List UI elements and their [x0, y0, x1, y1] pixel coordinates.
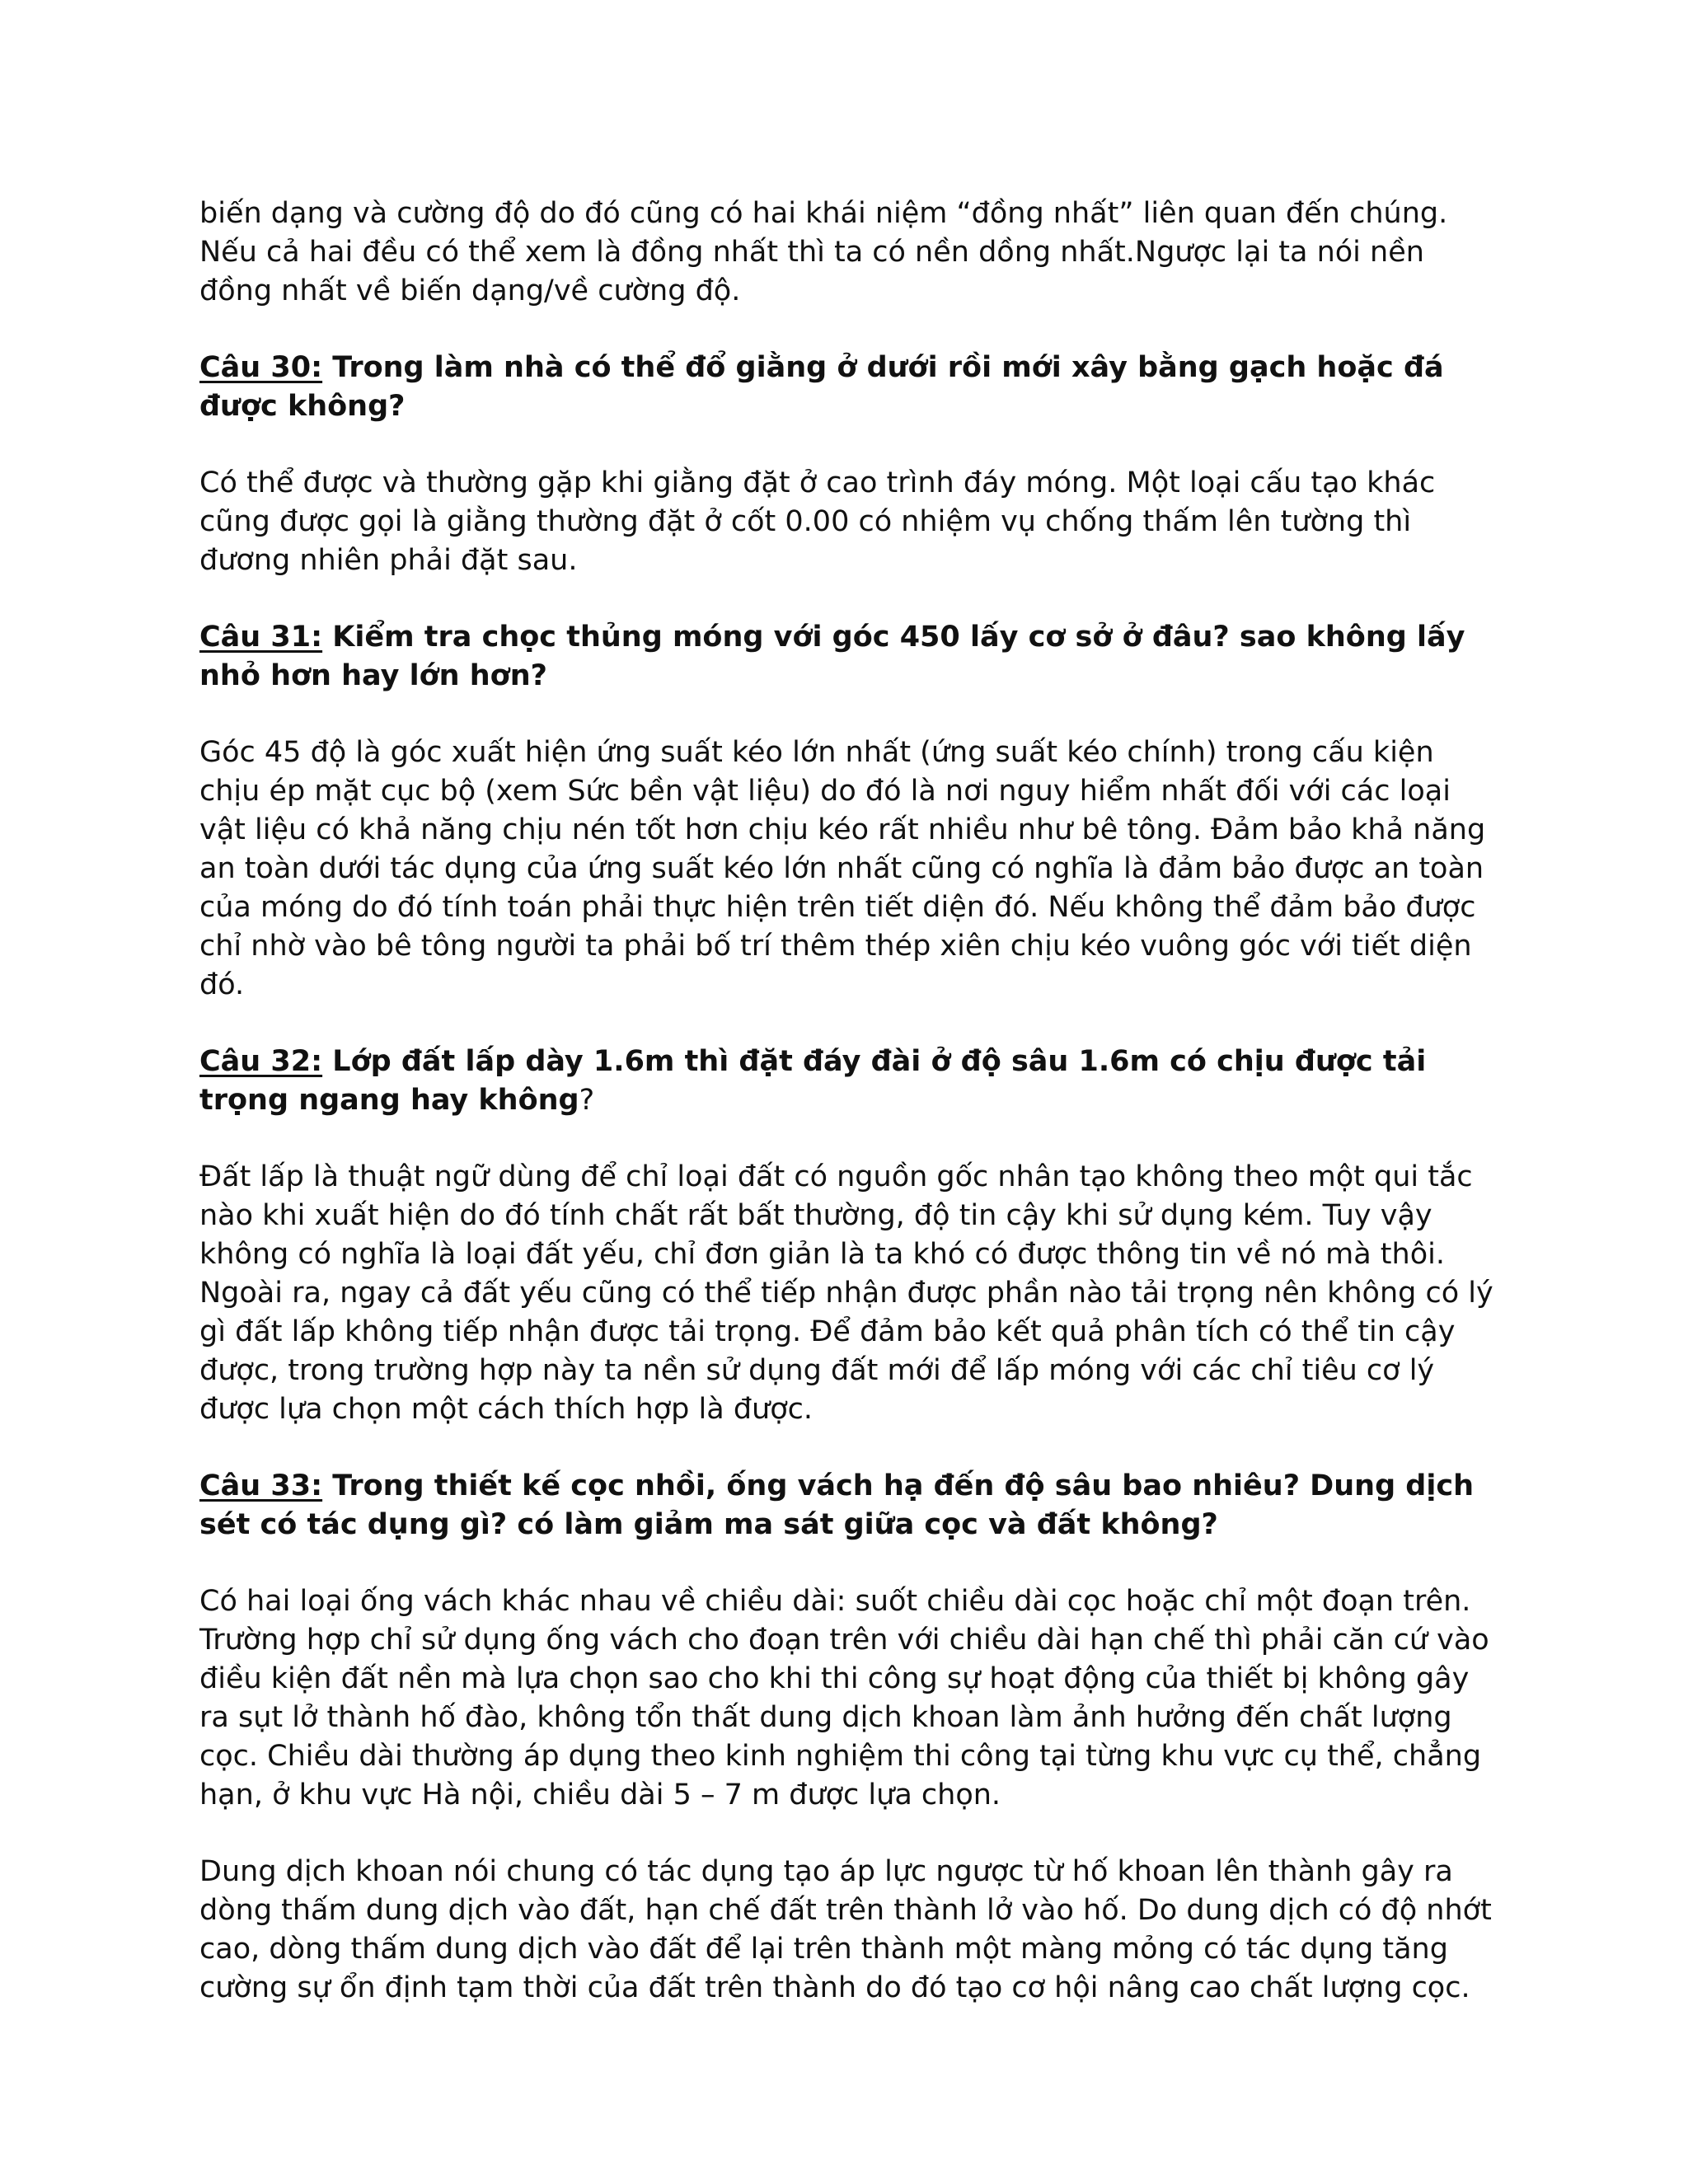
- question-31: [199, 618, 1493, 696]
- answer-30-paragraph: Có thể được và thường gặp khi giằng đặt ở cao trình đáy móng. Một loại cấu tạo khác cũng được gọi là giằng thường đặt ở cốt 0.00 có nhiệm vụ chống thấm lên tường thì đương nhiên phải đặt sau.: [199, 466, 1436, 577]
- intro-paragraph: biến dạng và cường độ do đó cũng có hai khái niệm “đồng nhất” liên quan đến chúng. Nếu cả hai đều có thể xem là đồng nhất thì ta có nền dồng nhất.Ngược lại ta nói nền đồng nhất về biến dạng/về cường độ.: [199, 197, 1448, 307]
- question-32: [199, 1043, 1493, 1120]
- question-33-label: Câu 33:: [199, 1469, 323, 1502]
- answer-31-paragraph: Góc 45 độ là góc xuất hiện ứng suất kéo lớn nhất (ứng suất kéo chính) trong cấu kiện chịu ép mặt cục bộ (xem Sức bền vật liệu) do đó là nơi nguy hiểm nhất đối với các loại vật liệu có khả năng chịu nén tốt hơn chịu kéo rất nhiều như bê tông. Đảm bảo khả năng an toàn dưới tác dụng của ứng suất kéo lớn nhất cũng có nghĩa là đảm bảo được an toàn của móng do đó tính toán phải thực hiện trên tiết diện đó. Nếu không thể đảm bảo được chỉ nhờ vào bê tông người ta phải bố trí thêm thép xiên chịu kéo vuông góc với tiết diện đó.: [199, 736, 1486, 1001]
- question-32-label: Câu 32:: [199, 1045, 323, 1078]
- question-31-label: Câu 31:: [199, 621, 323, 654]
- question-30-title: Trong làm nhà có thể đổ giằng ở dưới rồi mới xây bằng gạch hoặc đá được không?: [199, 351, 1444, 423]
- question-33-title: Trong thiết kế cọc nhồi, ống vách hạ đến độ sâu bao nhiêu? Dung dịch sét có tác dụng gì? có làm giảm ma sát giữa cọc và đất không?: [199, 1469, 1475, 1541]
- answer-33-paragraph-2: Dung dịch khoan nói chung có tác dụng tạo áp lực ngược từ hố khoan lên thành gây ra dòng thấm dung dịch vào đất, hạn chế đất trên thành lở vào hố. Do dung dịch có độ nhớt cao, dòng thấm dung dịch vào đất để lại trên thành một màng mỏng có tác dụng tăng cường sự ổn định tạm thời của đất trên thành do đó tạo cơ hội nâng cao chất lượng cọc.: [199, 1855, 1492, 2004]
- question-31-title: Kiểm tra chọc thủng móng với góc 450 lấy cơ sở ở đâu? sao không lấy nhỏ hơn hay lớn hơn?: [199, 621, 1465, 692]
- question-30: [199, 349, 1493, 426]
- answer-32-paragraph: Đất lấp là thuật ngữ dùng để chỉ loại đất có nguồn gốc nhân tạo không theo một qui tắc nào khi xuất hiện do đó tính chất rất bất thường, độ tin cậy khi sử dụng kém. Tuy vậy không có nghĩa là loại đất yếu, chỉ đơn giản là ta khó có được thông tin về nó mà thôi. Ngoài ra, ngay cả đất yếu cũng có thể tiếp nhận được phần nào tải trọng nên không có lý gì đất lấp không tiếp nhận được tải trọng. Để đảm bảo kết quả phân tích có thể tin cậy được, trong trường hợp này ta nền sử dụng đất mới để lấp móng với các chỉ tiêu cơ lý được lựa chọn một cách thích hợp là được.: [199, 1160, 1493, 1426]
- question-32-tail: ?: [579, 1084, 595, 1117]
- question-33: [199, 1467, 1493, 1544]
- question-32-title: Lớp đất lấp dày 1.6m thì đặt đáy đài ở độ sâu 1.6m có chịu được tải trọng ngang hay không: [199, 1045, 1427, 1117]
- answer-33-paragraph-1: Có hai loại ống vách khác nhau về chiều dài: suốt chiều dài cọc hoặc chỉ một đoạn trên. Trường hợp chỉ sử dụng ống vách cho đoạn trên với chiều dài hạn chế thì phải căn cứ vào điều kiện đất nền mà lựa chọn sao cho khi thi công sự hoạt động của thiết bị không gây ra sụt lở thành hố đào, không tổn thất dung dịch khoan làm ảnh hưởng đến chất lượng cọc. Chiều dài thường áp dụng theo kinh nghiệm thi công tại từng khu vực cụ thể, chẳng hạn, ở khu vực Hà nội, chiều dài 5 – 7 m được lựa chọn.: [199, 1585, 1489, 1811]
- question-30-label: Câu 30:: [199, 351, 323, 384]
- document-page: [199, 194, 1493, 2046]
